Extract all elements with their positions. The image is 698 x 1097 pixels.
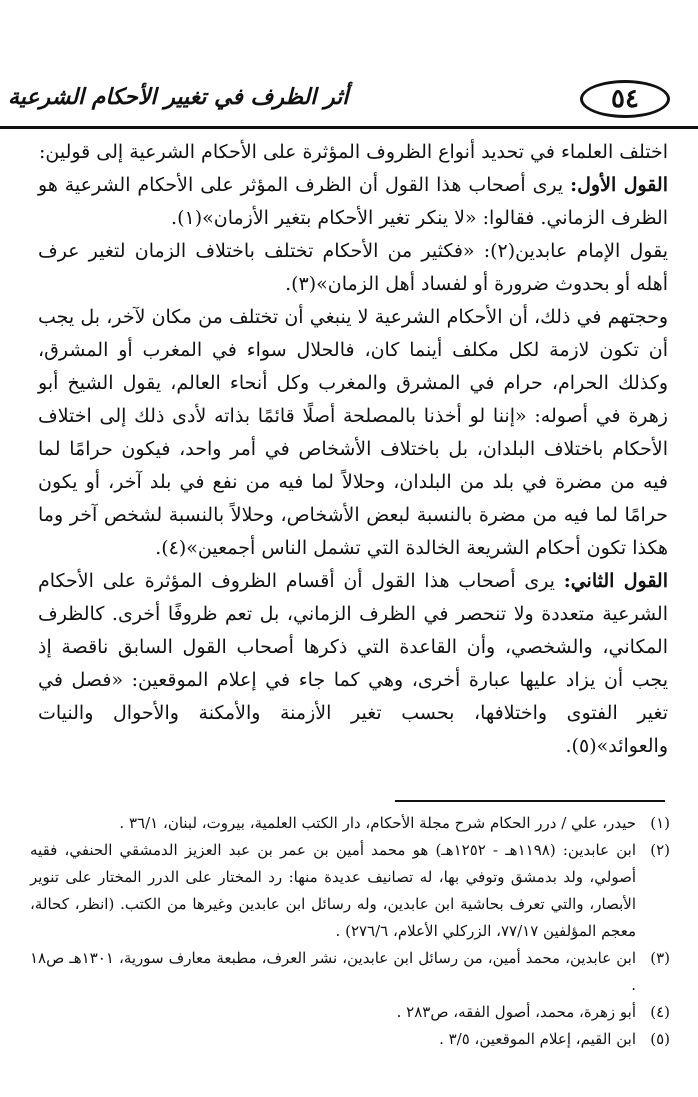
footnotes (30, 810, 670, 1053)
footnote-item: (٢) ابن عابدين: (١١٩٨هـ - ١٢٥٢هـ) هو محمد أمين بن عمر بن عبد العزيز الدمشقي الحنفي، فقيه أصولي، ولد بدمشق وتوفي بها، له تصانيف عديدة منها: رد المختار على الدرر المختار على تنوير الأبصار، والتي تعرف بحاشية ابن عابدين، وله رسائل ابن عابدين وغيرها من الكتب. (انظر، كحالة، معجم المؤلفين ٧٧/١٧، الزركلي الأعلام، ٢٧٦/٦) . (30, 841, 670, 940)
running-title: أثر الظرف في تغيير الأحكام الشرعية (8, 84, 349, 110)
first-opinion-label: القول الأول: (570, 174, 668, 196)
page-number: ٥٤ (580, 80, 670, 118)
paragraph-argument: وحجتهم في ذلك، أن الأحكام الشرعية لا ينبغي أن تختلف من مكان لآخر، بل يجب أن تكون لازمة لكل مكلف أينما كان، فالحلال سواء في المغرب أو المشرق، وكذلك الحرام، حرام في المشرق والمغرب وكل أنحاء العالم، يقول الشيخ أبو زهرة في أصوله: «إننا لو أخذنا بالمصلحة أصلًا قائمًا بذاته لأدى ذلك إلى اختلاف الأحكام باختلاف البلدان، بل باختلاف الأشخاص في أمر واحد، فيكون حرامًا لما فيه من مضرة في بلد من البلدان، وحلالاً لما فيه من نفع في بلد آخر، أو يكون حرامًا لما فيه من مضرة بالنسبة لبعض الأشخاص، وحلالاً بالنسبة لشخص آخر وما هكذا تكون أحكام الشريعة الخالدة التي تشمل الناس أجمعين»(٤). (38, 306, 668, 559)
page-header (0, 70, 698, 128)
paragraph-ibn-abidin-quote: يقول الإمام عابدين(٢): «فكثير من الأحكام تختلف باختلاف الزمان لتغير عرف أهله أو بحدوث ضرورة أو لفساد أهل الزمان»(٣). (38, 240, 668, 295)
main-text (38, 136, 668, 763)
paragraph-intro: اختلف العلماء في تحديد أنواع الظروف المؤثرة على الأحكام الشرعية إلى قولين: (38, 141, 668, 163)
second-opinion-label: القول الثاني: (563, 570, 668, 592)
header-divider (0, 126, 698, 129)
paragraph-first-opinion: القول الأول: يرى أصحاب هذا القول أن الظرف المؤثر على الأحكام الشرعية هو الظرف الزماني. فقالوا: «لا ينكر تغير الأحكام بتغير الأزمان»(١). (38, 174, 668, 229)
footnote-item: (٣) ابن عابدين، محمد أمين، من رسائل ابن عابدين، نشر العرف، مطبعة معارف سورية، ١٣٠١هـ ص١٨ . (30, 949, 670, 994)
footnote-divider (395, 800, 665, 802)
footnote-item: (٥) ابن القيم، إعلام الموقعين، ٣/٥ . (439, 1030, 670, 1048)
paragraph-second-opinion: القول الثاني: يرى أصحاب هذا القول أن أقسام الظروف المؤثرة على الأحكام الشرعية متعددة ولا تنحصر في الظرف الزماني، بل تعم ظروفًا أخرى. كالظرف المكاني، والشخصي، وأن القاعدة التي ذكرها أصحاب القول السابق ناقصة إذ يجب أن يزاد عليها عبارة أخرى، وهي كما جاء في إعلام الموقعين: «فصل في تغير الفتوى واختلافها، بحسب تغير الأزمنة والأمكنة والأحوال والنيات والعوائد»(٥). (38, 570, 668, 757)
footnote-item: (٤) أبو زهرة، محمد، أصول الفقه، ص٢٨٣ . (396, 1003, 670, 1021)
footnote-item: (١) حيدر، علي / درر الحكام شرح مجلة الأحكام، دار الكتب العلمية، بيروت، لبنان، ٣٦/١ . (119, 814, 670, 832)
